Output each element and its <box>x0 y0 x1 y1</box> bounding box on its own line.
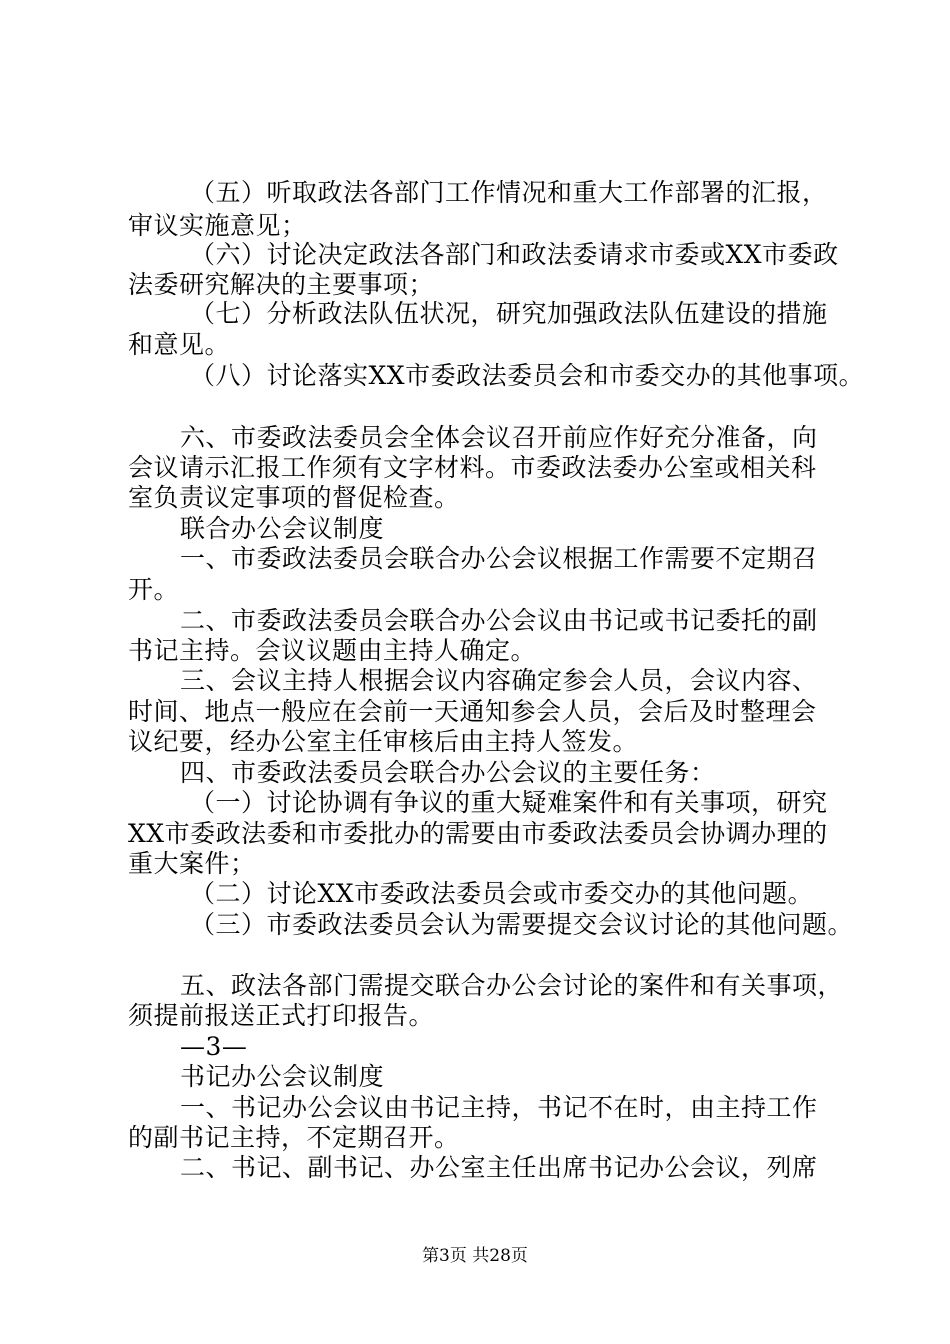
page-number-marker: —3— <box>180 1032 248 1061</box>
text-line: 四、市委政法委员会联合办公会议的主要任务： <box>180 758 716 787</box>
text-line: （五）听取政法各部门工作情况和重大工作部署的汇报， <box>190 178 828 207</box>
text-line: 议纪要，经办公室主任审核后由主持人签发。 <box>128 727 639 756</box>
text-line: 和意见。 <box>128 330 231 359</box>
text-line: 一、市委政法委员会联合办公会议根据工作需要不定期召 <box>180 544 818 573</box>
text-line: 室负责议定事项的督促检查。 <box>128 483 460 512</box>
text-line: 时间、地点一般应在会前一天通知参会人员，会后及时整理会 <box>128 697 817 726</box>
text-line: 审议实施意见； <box>128 211 307 240</box>
text-line: 会议请示汇报工作须有文字材料。市委政法委办公室或相关科 <box>128 453 817 482</box>
text-line: （三）市委政法委员会认为需要提交会议讨论的其他问题。 <box>190 910 854 939</box>
text-line: 六、市委政法委员会全体会议召开前应作好充分准备，向 <box>180 423 818 452</box>
text-line: （六）讨论决定政法各部门和政法委请求市委或XX市委政 <box>190 240 839 269</box>
text-line: （二）讨论XX市委政法委员会或市委交办的其他问题。 <box>190 879 814 908</box>
text-line: 须提前报送正式打印报告。 <box>128 1001 435 1030</box>
text-line: 的副书记主持，不定期召开。 <box>128 1123 460 1152</box>
text-line: 五、政法各部门需提交联合办公会讨论的案件和有关事项， <box>180 971 844 1000</box>
text-line: 书记主持。会议议题由主持人确定。 <box>128 636 537 665</box>
text-line: 二、书记、副书记、办公室主任出席书记办公会议，列席 <box>180 1153 818 1182</box>
section-heading: 书记办公会议制度 <box>180 1062 385 1091</box>
text-line: 二、市委政法委员会联合办公会议由书记或书记委托的副 <box>180 606 818 635</box>
text-line: XX市委政法委和市委批办的需要由市委政法委员会协调办理的 <box>128 819 828 848</box>
text-line: 重大案件； <box>128 849 256 878</box>
page-footer: 第3页 共28页 <box>422 1246 528 1266</box>
section-heading: 联合办公会议制度 <box>180 514 385 543</box>
text-line: （八）讨论落实XX市委政法委员会和市委交办的其他事项。 <box>190 361 865 390</box>
text-line: 三、会议主持人根据会议内容确定参会人员，会议内容、 <box>180 666 818 695</box>
text-line: （一）讨论协调有争议的重大疑难案件和有关事项，研究 <box>190 788 828 817</box>
text-line: 法委研究解决的主要事项； <box>128 270 435 299</box>
text-line: 一、书记办公会议由书记主持，书记不在时，由主持工作 <box>180 1093 818 1122</box>
text-line: （七）分析政法队伍状况，研究加强政法队伍建设的措施 <box>190 299 828 328</box>
text-line: 开。 <box>128 575 180 604</box>
